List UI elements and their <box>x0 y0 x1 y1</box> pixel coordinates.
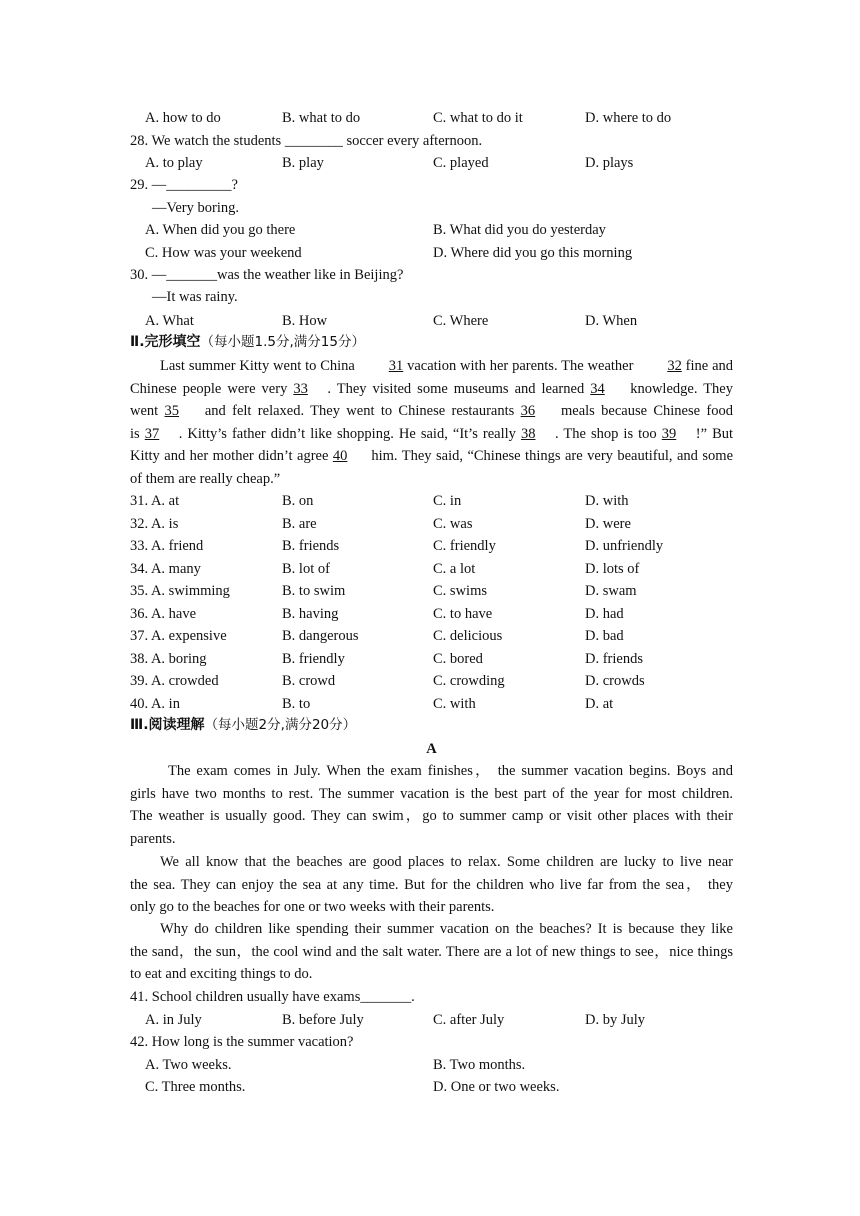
cloze-blank-33: 33 <box>293 380 308 397</box>
cloze-option: D. were <box>585 515 631 532</box>
cloze-options-row <box>130 603 735 625</box>
cloze-option: B. to swim <box>282 583 346 599</box>
passage-line: parents. <box>130 830 176 847</box>
q29-options-row1 <box>145 219 750 241</box>
section-2-title: Ⅱ.完形填空 <box>130 334 201 350</box>
cloze-option: 31. A. at <box>130 493 180 509</box>
q41-option-b: B. before July <box>282 1012 364 1028</box>
cloze-option: 36. A. have <box>130 605 197 622</box>
q27-option-c: C. what to do it <box>433 110 523 126</box>
q29-option-d: D. Where did you go this morning <box>433 245 633 261</box>
q41-option-a: A. in July <box>145 1012 202 1028</box>
cloze-option: 33. A. friend <box>130 538 204 554</box>
cloze-option: B. friendly <box>282 650 345 667</box>
q30-stem: 30. —_______was the weather like in Beijing? <box>130 267 404 283</box>
cloze-line <box>130 445 733 468</box>
cloze-text: fine and <box>681 358 734 374</box>
cloze-option: D. crowds <box>585 673 645 689</box>
q41-options <box>145 1009 750 1031</box>
cloze-text: meals because Chinese food <box>554 403 733 420</box>
section-2-note: （每小题1.5分,满分15分） <box>200 334 365 350</box>
cloze-text: . They visited some museums and learned <box>327 380 591 397</box>
cloze-options-row <box>130 580 735 602</box>
cloze-text: !” But <box>695 425 734 442</box>
cloze-option: D. friends <box>585 650 643 667</box>
cloze-text: and felt relaxed. They went to Chinese restaurants <box>198 403 521 420</box>
cloze-options-row <box>130 693 735 715</box>
cloze-option: D. with <box>585 493 629 509</box>
cloze-text: Last summer Kitty went to China <box>160 358 359 374</box>
cloze-options-row <box>130 648 735 670</box>
cloze-option: D. bad <box>585 628 624 644</box>
cloze-text: is <box>130 425 145 442</box>
cloze-option: C. was <box>433 515 473 532</box>
cloze-text: knowledge. They <box>624 380 733 397</box>
cloze-blank-37: 37 <box>144 425 160 442</box>
q28-option-d: D. plays <box>585 155 634 171</box>
cloze-blank-36: 36 <box>520 403 536 420</box>
q41-stem: 41. School children usually have exams_______. <box>130 989 415 1005</box>
q28-option-c: C. played <box>433 155 489 171</box>
cloze-option: 35. A. swimming <box>130 583 230 599</box>
q28-options <box>145 152 750 174</box>
q30-option-d: D. When <box>585 313 638 329</box>
q30-option-c: C. Where <box>433 313 489 329</box>
q28-stem: 28. We watch the students ________ soccer every afternoon. <box>130 133 483 149</box>
cloze-option: 38. A. boring <box>130 650 207 667</box>
passage-a-paragraph-3 <box>130 918 733 986</box>
cloze-line <box>130 378 733 401</box>
q41-option-c: C. after July <box>433 1012 505 1028</box>
passage-line: We all know that the beaches are good places to relax. Some children are lucky to live near <box>160 854 733 870</box>
cloze-option: 40. A. in <box>130 695 180 712</box>
cloze-text: Kitty and her mother didn’t agree <box>130 448 333 465</box>
cloze-line <box>130 423 733 446</box>
cloze-blank-40: 40 <box>332 448 348 465</box>
q27-option-a: A. how to do <box>145 110 221 126</box>
q28-option-b: B. play <box>282 155 324 171</box>
passage-line: girls have two months to rest. The summer vacation is the best part of the year for most children. <box>130 785 733 802</box>
q30-option-b: B. How <box>282 313 328 329</box>
q41-option-d: D. by July <box>585 1012 646 1028</box>
cloze-option: 37. A. expensive <box>130 628 227 644</box>
q30-options <box>145 310 750 332</box>
cloze-blank-39: 39 <box>661 425 677 442</box>
q27-option-d: D. where to do <box>585 110 672 126</box>
cloze-blank-34: 34 <box>590 380 605 397</box>
cloze-line <box>130 468 733 491</box>
q29-options-row2 <box>145 242 750 264</box>
passage-line: Why do children like spending their summer vacation on the beaches? It is because they like <box>160 921 733 937</box>
cloze-option: B. having <box>282 605 339 622</box>
q27-option-b: B. what to do <box>282 110 361 126</box>
cloze-option: B. are <box>282 515 317 532</box>
cloze-option: D. swam <box>585 583 637 599</box>
q42-options-row2 <box>145 1076 750 1098</box>
cloze-passage <box>130 355 733 491</box>
cloze-text: . Kitty’s father didn’t like shopping. He said, “It’s really <box>178 425 521 442</box>
cloze-option: B. dangerous <box>282 628 359 644</box>
passage-line: to eat and exciting things to do. <box>130 966 313 983</box>
cloze-options-row <box>130 513 735 535</box>
cloze-text: of them are really cheap.” <box>130 470 281 487</box>
cloze-text: him. They said, “Chinese things are very beautiful, and some <box>366 448 734 465</box>
q29-stem: 29. —_________? <box>130 177 238 193</box>
cloze-blank-35: 35 <box>164 403 180 420</box>
section-3-note: （每小题2分,满分20分） <box>204 717 357 733</box>
cloze-text: vacation with her parents. The weather <box>403 358 638 374</box>
q30-answer: —It was rainy. <box>152 289 238 305</box>
cloze-option: 34. A. many <box>130 560 201 577</box>
cloze-option: C. friendly <box>433 538 496 554</box>
q29-answer: —Very boring. <box>152 200 239 216</box>
section-3-heading <box>130 714 735 736</box>
q42-stem: 42. How long is the summer vacation? <box>130 1034 354 1050</box>
section-3-title: Ⅲ.阅读理解 <box>130 717 205 733</box>
cloze-options-row <box>130 535 735 557</box>
passage-a-label: A <box>426 741 437 757</box>
cloze-option: D. unfriendly <box>585 538 664 554</box>
cloze-blank-38: 38 <box>520 425 536 442</box>
cloze-options-row <box>130 490 735 512</box>
cloze-option: C. with <box>433 695 476 712</box>
q42-option-a: A. Two weeks. <box>145 1057 232 1073</box>
cloze-line <box>130 355 733 378</box>
cloze-option: D. had <box>585 605 624 622</box>
passage-line: The exam comes in July. When the exam finishes， the summer vacation begins. Boys and <box>168 763 733 779</box>
cloze-option: 32. A. is <box>130 515 179 532</box>
cloze-option: 39. A. crowded <box>130 673 219 689</box>
cloze-option: B. friends <box>282 538 340 554</box>
cloze-text: went <box>130 403 165 420</box>
cloze-option: D. at <box>585 695 614 712</box>
cloze-option: D. lots of <box>585 560 640 577</box>
cloze-option: C. bored <box>433 650 483 667</box>
cloze-blank-31: 31 <box>388 358 404 374</box>
cloze-line <box>130 400 733 423</box>
passage-line: The weather is usually good. They can swim，go to summer camp or visit other places with their <box>130 808 733 825</box>
cloze-option: C. swims <box>433 583 487 599</box>
cloze-option: C. delicious <box>433 628 503 644</box>
q29-option-c: C. How was your weekend <box>145 245 302 261</box>
cloze-text: . The shop is too <box>554 425 662 442</box>
passage-line: the sea. They can enjoy the sea at any time. But for the children who live far from the sea， they <box>130 876 733 893</box>
passage-line: the sand，the sun，the cool wind and the salt water. There are a lot of new things to see，nice things <box>130 943 733 960</box>
cloze-option: B. lot of <box>282 560 330 577</box>
passage-line: only go to the beaches for one or two weeks with their parents. <box>130 899 495 916</box>
q42-options-row1 <box>145 1054 750 1076</box>
q42-option-d: D. One or two weeks. <box>433 1079 560 1095</box>
passage-a-paragraph-1 <box>130 760 733 850</box>
cloze-option: C. a lot <box>433 560 476 577</box>
cloze-options-row <box>130 625 735 647</box>
cloze-option: B. to <box>282 695 311 712</box>
cloze-options-row <box>130 558 735 580</box>
section-2-heading <box>130 331 735 353</box>
passage-a-paragraph-2 <box>130 851 733 919</box>
q30-option-a: A. What <box>145 313 194 329</box>
cloze-option: C. to have <box>433 605 493 622</box>
cloze-blank-32: 32 <box>667 358 682 374</box>
cloze-option: B. crowd <box>282 673 336 689</box>
q29-option-a: A. When did you go there <box>145 222 296 238</box>
q28-option-a: A. to play <box>145 155 203 171</box>
cloze-option: C. in <box>433 493 462 509</box>
q29-option-b: B. What did you do yesterday <box>433 222 606 238</box>
q42-option-c: C. Three months. <box>145 1079 246 1095</box>
q27-options <box>145 107 750 129</box>
cloze-text: Chinese people were very <box>130 380 294 397</box>
cloze-option: C. crowding <box>433 673 505 689</box>
q42-option-b: B. Two months. <box>433 1057 526 1073</box>
cloze-options-row <box>130 670 735 692</box>
cloze-option: B. on <box>282 493 314 509</box>
